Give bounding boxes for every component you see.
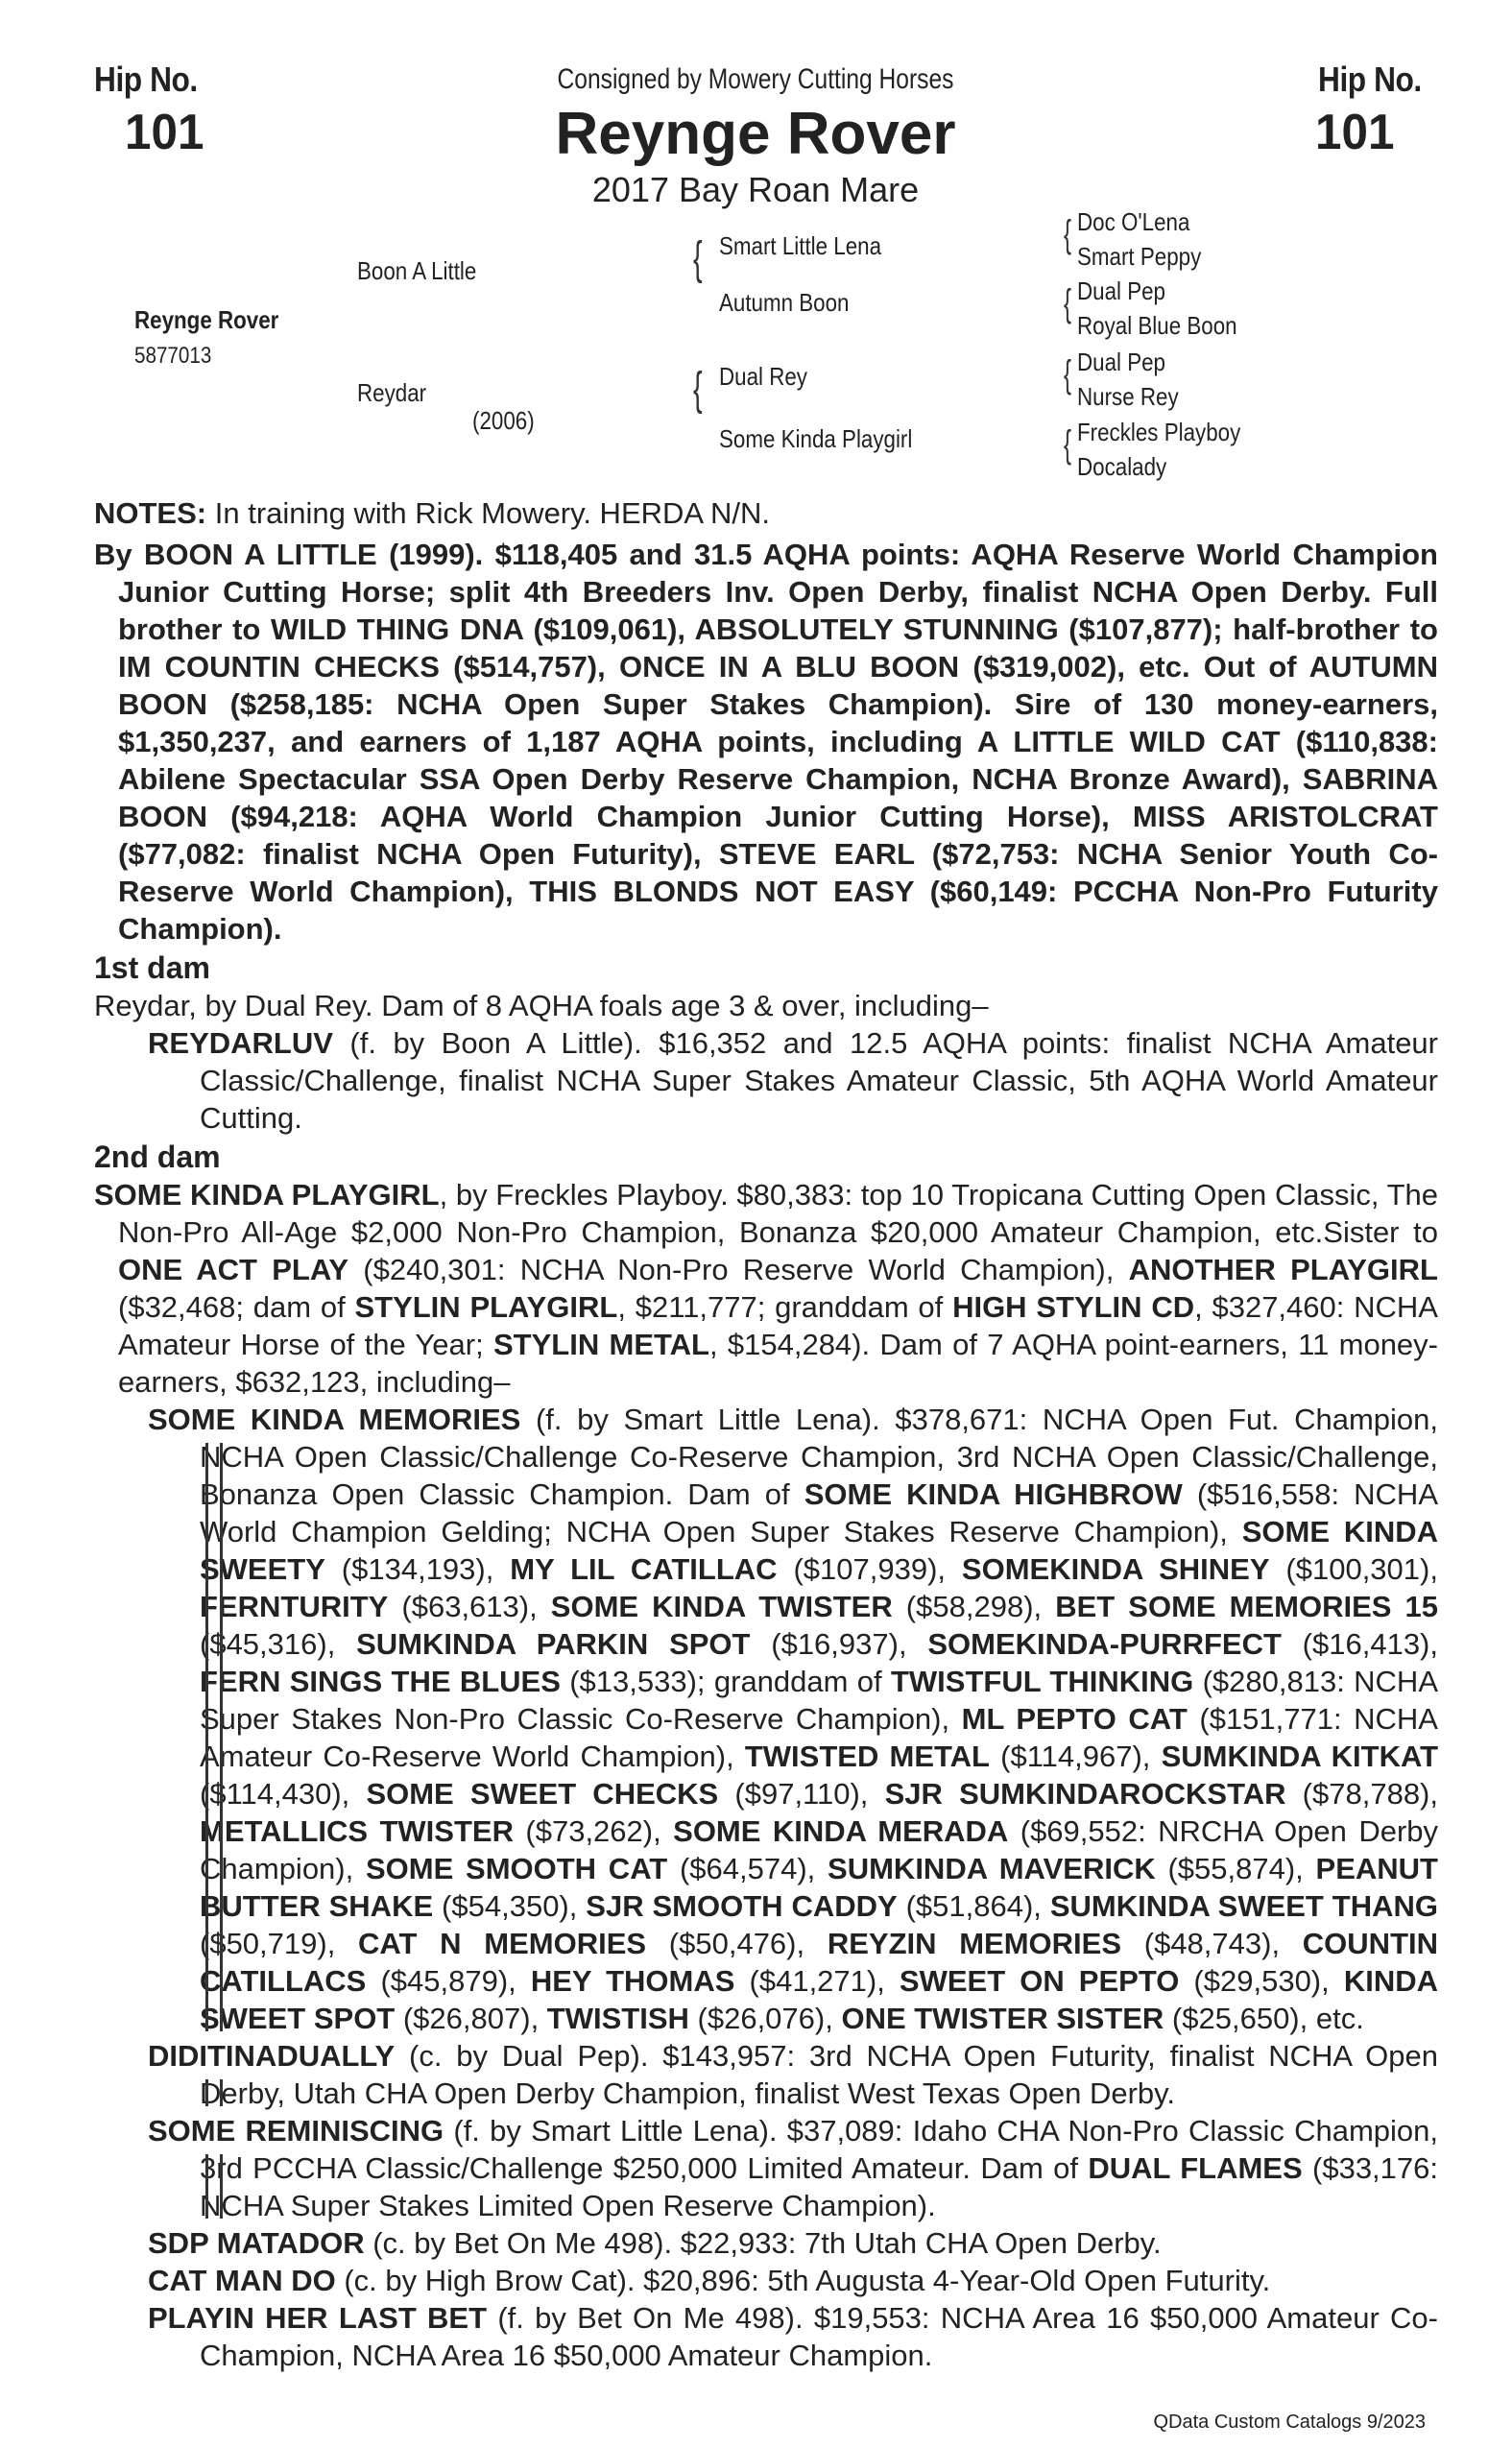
record-text: (f. by Bet On Me 498). $19,553: NCHA Area 16 $50,000 Amateur Co-Champion, NCHA Area 16 $50,000 Amateur Champion. — [200, 2301, 1438, 2372]
horse-name: HEY THOMAS — [530, 1964, 735, 1998]
record-text: ($33,176: NCHA Super Stakes Limited Open Reserve Champion). — [200, 2151, 1447, 2222]
record-text: (f. by Smart Little Lena). $378,671: NCHA Open Fut. Champion, NCHA Open Classic/Challenge Co-Reserve Champion, 3rd NCHA Open Classic/Challenge, Bonanza Open Classic Champion. Dam of — [200, 1403, 1447, 1511]
footer-credit: QData Custom Catalogs 9/2023 — [1153, 2412, 1426, 2433]
record-text: ($16,413), — [1281, 1627, 1447, 1661]
record-text: ($114,430), — [200, 1740, 1447, 1811]
brace-icon: { — [693, 233, 703, 284]
first-dam-offspring — [148, 1024, 1447, 1137]
production-bar-icon — [205, 1443, 223, 2031]
offspring-entry — [148, 2112, 1447, 2224]
horse-name: SJR SUMKINDAROCKSTAR — [884, 1777, 1286, 1811]
horse-name: SUMKINDA SWEET THANG — [1049, 1889, 1438, 1923]
hip-label-right: Hip No. — [1318, 60, 1422, 99]
sire-paragraph: By BOON A LITTLE (1999). $118,405 and 31.5 AQHA points: AQHA Reserve World Champion Junior Cutting Horse; split 4th Breeders Inv. Open Derby, finalist NCHA Open Derby. Full brother to WILD THING DNA ($109,061), ABSOLUTELY STUNNING ($107,877); half-brother to IM COUNTIN CHECKS ($514,757), ONCE IN A BLU BOON ($319,002), etc. Out of AUTUMN BOON ($258,185: NCHA Open Super Stakes Champion). Sire of 130 money-earners, $1,350,237, and earners of 1,187 AQHA points, including A LITTLE WILD CAT ($110,838: Abilene Spectacular SSA Open Derby Reserve Champion, NCHA Bronze Award), SABRINA BOON ($94,218: AQHA World Champion Junior Cutting Horse), MISS ARISTOLCRAT ($77,082: finalist NCHA Open Futurity), STEVE EARL ($72,753: NCHA Senior Youth Co-Reserve World Champion), THIS BLONDS NOT EASY ($60,149: PCCHA Non-Pro Futurity Champion). — [94, 538, 1438, 946]
record-text: (c. by Dual Pep). $143,957: 3rd NCHA Open Futurity, finalist NCHA Open Derby, Utah CHA Open Derby Champion, finalist West Texas Open Derby. — [200, 2039, 1447, 2110]
horse-name: ANOTHER PLAYGIRL — [1128, 1253, 1438, 1286]
horse-name: SOME SWEET CHECKS — [366, 1777, 719, 1811]
horse-name: KINDA SWEET SPOT — [200, 1964, 1447, 2035]
record-text: , $327,460: NCHA Amateur Horse of the Year; — [118, 1290, 1445, 1361]
record-text: ($54,350), — [433, 1889, 587, 1923]
record-text: ($32,468; dam of — [118, 1253, 1447, 1324]
horse-name: SOMEKINDA SHINEY — [961, 1552, 1270, 1586]
record-text: ($45,316), — [200, 1590, 1447, 1661]
pedigree-sire-dam: Autumn Boon — [719, 288, 850, 317]
brace-icon: { — [1064, 423, 1072, 466]
record-text: (c. by Bet On Me 498). $22,933: 7th Utah CHA Open Derby. — [364, 2226, 1162, 2260]
record-text: ($240,301: NCHA Non-Pro Reserve World Champion), — [348, 1253, 1129, 1286]
first-dam-heading: 1st dam — [94, 950, 210, 985]
horse-name: SDP MATADOR — [148, 2226, 365, 2260]
pedigree-sire-sire: Smart Little Lena — [719, 231, 882, 260]
horse-name: CAT MAN DO — [148, 2264, 336, 2297]
horse-name: HIGH STYLIN CD — [952, 1290, 1195, 1324]
horse-name: SOME REMINISCING — [148, 2114, 444, 2148]
record-text: ($26,807), — [395, 2002, 547, 2035]
record-text: ($26,076), — [688, 2002, 842, 2035]
record-text: ($29,530), — [1179, 1964, 1344, 1998]
consignor: Consigned by Mowery Cutting Horses — [557, 63, 954, 95]
offspring-entry — [148, 2262, 1438, 2299]
record-text: ($48,743), — [1121, 1927, 1303, 1960]
offspring-entry — [148, 1401, 1447, 2037]
record-text: , $154,284). Dam of 7 AQHA point-earners, 11 money-earners, $632,123, including– — [118, 1328, 1438, 1399]
pedigree-gen3: Dual Pep — [1077, 348, 1165, 376]
horse-name: SUMKINDA MAVERICK — [828, 1852, 1156, 1885]
horse-name: STYLIN METAL — [492, 1328, 709, 1361]
horse-name: SWEET ON PEPTO — [899, 1964, 1180, 1998]
horse-name: REYZIN MEMORIES — [827, 1927, 1122, 1960]
horse-name: SOMEKINDA-PURRFECT — [927, 1627, 1282, 1661]
production-bar-icon — [205, 2154, 223, 2219]
record-text: ($13,533); granddam of — [560, 1665, 891, 1698]
brace-icon: { — [1064, 353, 1072, 396]
pedigree-dam-year: (2006) — [472, 406, 535, 435]
horse-name: STYLIN PLAYGIRL — [354, 1290, 618, 1324]
pedigree-gen3: Docalady — [1077, 452, 1167, 481]
record-text: ($50,719), — [200, 1889, 1447, 1960]
record-text: ($25,650), etc. — [1164, 2002, 1364, 2035]
second-dam-paragraph — [94, 1176, 1447, 1401]
offspring-name: REYDARLUV — [148, 1026, 333, 1060]
horse-name: SOME KINDA HIGHBROW — [804, 1477, 1183, 1511]
offspring-entry — [148, 2299, 1438, 2374]
horse-name: CAT N MEMORIES — [358, 1927, 647, 1960]
record-text: ($41,271), — [734, 1964, 900, 1998]
record-text: ($97,110), — [718, 1777, 885, 1811]
offspring-text: (f. by Boon A Little). $16,352 and 12.5 AQHA points: finalist NCHA Amateur Classic/Challenge, finalist NCHA Super Stakes Amateur Classic, 5th AQHA World Amateur Cutting. — [200, 1026, 1447, 1135]
horse-name: SOME SMOOTH CAT — [365, 1852, 668, 1885]
horse-name: COUNTIN CATILLACS — [200, 1927, 1447, 1998]
catalog-body — [94, 494, 1447, 2374]
horse-name: ONE TWISTER SISTER — [841, 2002, 1164, 2035]
record-text: ($107,939), — [777, 1552, 962, 1586]
horse-name: SJR SMOOTH CADDY — [586, 1889, 898, 1923]
pedigree-dam-sire: Dual Rey — [719, 362, 807, 391]
horse-name: SOME KINDA MERADA — [673, 1814, 1009, 1848]
pedigree-gen3: Royal Blue Boon — [1077, 311, 1237, 340]
record-text: , $211,777; granddam of — [617, 1290, 953, 1324]
record-text: ($55,874), — [1155, 1852, 1316, 1885]
horse-name: TWISTED METAL — [744, 1740, 990, 1773]
record-text: , by Freckles Playboy. $80,383: top 10 Tropicana Cutting Open Classic, The Non-Pro All-Age $2,000 Non-Pro Champion, Bonanza $20,000 Amateur Champion, etc.Sister to — [118, 1178, 1447, 1249]
first-dam-intro: Reydar, by Dual Rey. Dam of 8 AQHA foals age 3 & over, including– — [94, 989, 989, 1022]
pedigree-gen3: Smart Peppy — [1077, 242, 1202, 271]
record-text: ($78,788), — [1285, 1777, 1447, 1811]
horse-name: DUAL FLAMES — [1088, 2151, 1303, 2185]
horse-name: FERNTURITY — [200, 1590, 389, 1623]
pedigree-sire: Boon A Little — [357, 256, 477, 285]
horse-name: SOME KINDA SWEETY — [200, 1515, 1447, 1586]
pedigree-subject-name: Reynge Rover — [134, 305, 279, 334]
record-text: ($151,771: NCHA Amateur Co-Reserve World Champion), — [200, 1702, 1445, 1773]
pedigree-gen3: Nurse Rey — [1077, 382, 1179, 411]
horse-description: 2017 Bay Roan Mare — [591, 170, 920, 209]
record-text: (c. by High Brow Cat). $20,896: 5th Augusta 4-Year-Old Open Futurity. — [335, 2264, 1271, 2297]
offspring-entry — [148, 2224, 1438, 2262]
horse-name-title: Reynge Rover — [555, 101, 956, 167]
horse-name: FERN SINGS THE BLUES — [200, 1665, 561, 1698]
record-text: ($280,813: NCHA Super Stakes Non-Pro Classic Co-Reserve Champion), — [200, 1665, 1447, 1736]
horse-name: TWISTISH — [546, 2002, 689, 2035]
hip-label-left: Hip No. — [94, 60, 198, 99]
horse-name: SUMKINDA KITKAT — [1161, 1740, 1439, 1773]
record-text: ($69,552: NRCHA Open Derby Champion), — [200, 1814, 1447, 1885]
record-text: ($45,879), — [366, 1964, 531, 1998]
pedigree-subject-reg: 5877013 — [134, 343, 212, 369]
horse-name: SUMKINDA PARKIN SPOT — [356, 1627, 751, 1661]
horse-name: TWISTFUL THINKING — [890, 1665, 1194, 1698]
hip-number-left: 101 — [125, 105, 204, 160]
pedigree-dam-dam: Some Kinda Playgirl — [719, 424, 913, 453]
notes — [94, 494, 1438, 532]
offspring-list — [94, 1401, 1447, 2374]
production-bar-icon — [205, 2079, 223, 2106]
record-text: ($58,298), — [892, 1590, 1056, 1623]
record-text: ($64,574), — [667, 1852, 828, 1885]
record-text: (f. by Smart Little Lena). $37,089: Idaho CHA Non-Pro Classic Champion, 3rd PCCHA Classic/Challenge $250,000 Limited Amateur. Dam of — [200, 2114, 1447, 2185]
record-text: ($134,193), — [324, 1552, 511, 1586]
pedigree-gen3: Freckles Playboy — [1077, 418, 1241, 446]
record-text: ($114,967), — [989, 1740, 1162, 1773]
second-dam-heading: 2nd dam — [94, 1140, 221, 1174]
hip-number-right: 101 — [1315, 105, 1395, 160]
horse-name: METALLICS TWISTER — [200, 1814, 514, 1848]
horse-name: SOME KINDA TWISTER — [550, 1590, 893, 1623]
record-text: ($50,476), — [646, 1927, 828, 1960]
horse-name: BET SOME MEMORIES 15 — [1055, 1590, 1438, 1623]
horse-name: DIDITINADUALLY — [148, 2039, 396, 2073]
horse-name: ML PEPTO CAT — [961, 1702, 1188, 1736]
horse-name: PLAYIN HER LAST BET — [148, 2301, 488, 2335]
horse-name: SOME KINDA PLAYGIRL — [94, 1178, 440, 1212]
horse-name: ONE ACT PLAY — [118, 1253, 349, 1286]
horse-name: PEANUT BUTTER SHAKE — [200, 1852, 1447, 1923]
record-text: ($51,864), — [897, 1889, 1050, 1923]
record-text: ($73,262), — [513, 1814, 674, 1848]
notes-label: NOTES: — [94, 496, 207, 530]
pedigree-gen3: Doc O'Lena — [1077, 207, 1190, 236]
horse-name: MY LIL CATILLAC — [510, 1552, 778, 1586]
brace-icon: { — [1064, 213, 1072, 255]
record-text: ($16,937), — [750, 1627, 928, 1661]
record-text: ($100,301), — [1269, 1552, 1447, 1586]
record-text: ($516,558: NCHA World Champion Gelding; NCHA Open Super Stakes Reserve Champion), — [200, 1477, 1447, 1548]
brace-icon: { — [693, 364, 703, 415]
record-text: ($63,613), — [388, 1590, 551, 1623]
brace-icon: { — [1064, 282, 1072, 324]
pedigree-dam: Reydar — [357, 378, 427, 407]
horse-name: SOME KINDA MEMORIES — [148, 1403, 521, 1436]
pedigree-gen3: Dual Pep — [1077, 276, 1165, 305]
offspring-entry — [148, 2037, 1447, 2112]
notes-text: In training with Rick Mowery. HERDA N/N. — [206, 496, 770, 530]
